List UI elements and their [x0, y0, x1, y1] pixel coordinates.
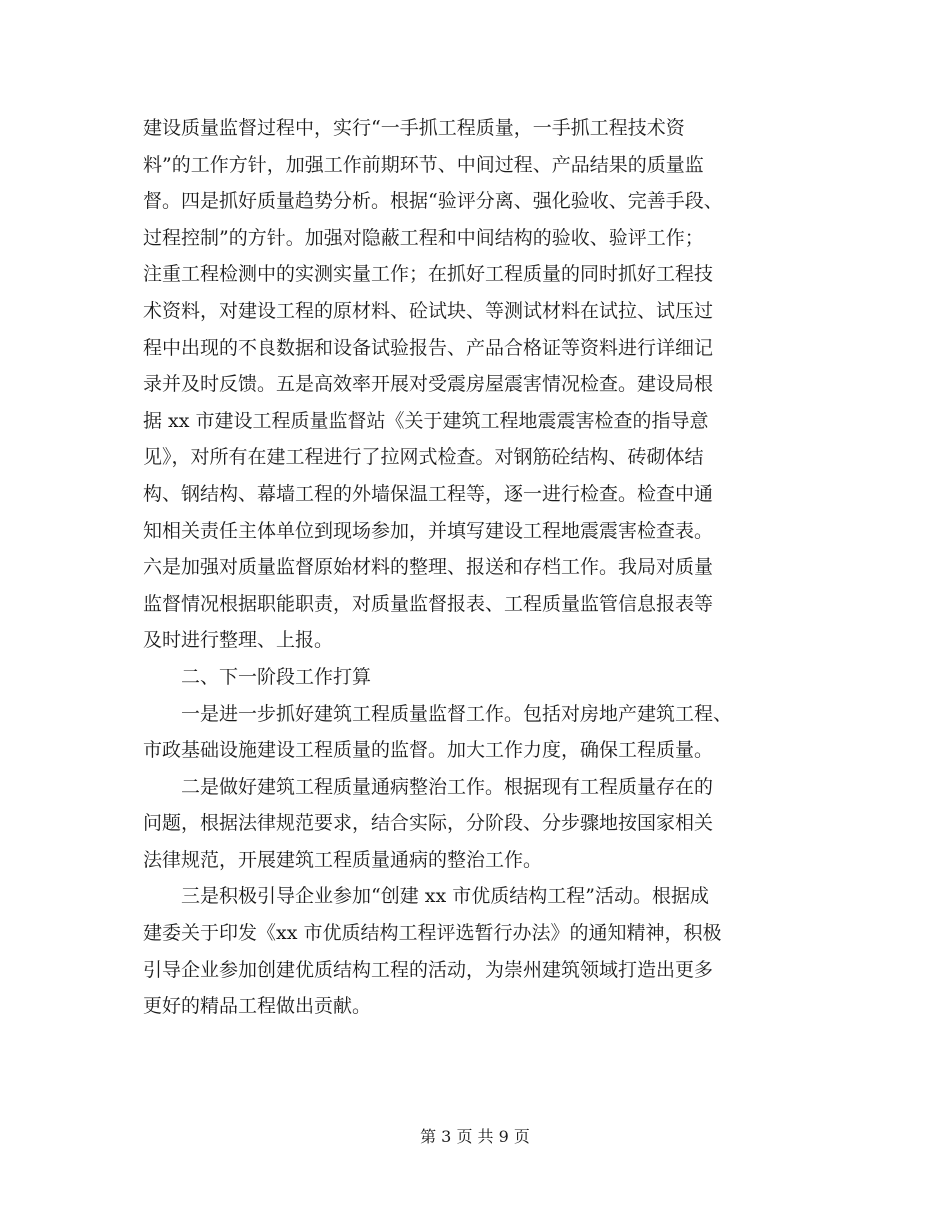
text-line: 建设质量监督过程中，实行“一手抓工程质量，一手抓工程技术资 — [143, 117, 685, 139]
paragraph-quality-supervision — [143, 110, 808, 659]
text-line: 过程控制”的方针。加强对隐蔽工程和中间结构的验收、验评工作； — [143, 226, 704, 249]
text-line: 更好的精品工程做出贡献。 — [143, 995, 372, 1018]
text-line: 引导企业参加创建优质结构工程的活动，为崇州建筑领域打造出更多 — [143, 958, 714, 981]
text-line: 程中出现的不良数据和设备试验报告、产品合格证等资料进行详细记 — [143, 336, 714, 359]
text-line: 知相关责任主体单位到现场参加，并填写建设工程地震震害检查表。 — [143, 519, 714, 542]
text-line: 监督情况根据职能职责，对质量监督报表、工程质量监管信息报表等 — [143, 592, 714, 615]
text-line: 督。四是抓好质量趋势分析。根据“验评分离、强化验收、完善手段、 — [143, 190, 723, 213]
text-line: 一是进一步抓好建筑工程质量监督工作。包括对房地产建筑工程、 — [181, 702, 733, 725]
text-line: 录并及时反馈。五是高效率开展对受震房屋震害情况检查。建设局根 — [143, 373, 714, 396]
page-number-footer: 第 3 页 共 9 页 — [420, 1127, 530, 1146]
text-line: 六是加强对质量监督原始材料的整理、报送和存档工作。我局对质量 — [143, 556, 714, 579]
text-line: 法律规范，开展建筑工程质量通病的整治工作。 — [143, 848, 543, 871]
text-line: 三是积极引导企业参加“创建 xx 市优质结构工程”活动。根据成 — [181, 885, 709, 908]
text-line: 构、钢结构、幕墙工程的外墙保温工程等，逐一进行检查。检查中通 — [143, 482, 714, 505]
text-line: 料”的工作方针，加强工作前期环节、中间过程、产品结果的质量监 — [143, 153, 704, 176]
text-line: 建委关于印发《xx 市优质结构工程评选暂行办法》的通知精神，积极 — [143, 922, 722, 945]
text-line: 问题，根据法律规范要求，结合实际，分阶段、分步骤地按国家相关 — [143, 812, 714, 835]
section-heading: 二、下一阶段工作打算 — [181, 665, 372, 688]
text-line: 二是做好建筑工程质量通病整治工作。根据现有工程质量存在的 — [181, 775, 714, 798]
text-line: 及时进行整理、上报。 — [143, 629, 334, 652]
text-line: 据 xx 市建设工程质量监督站《关于建筑工程地震震害检查的指导意 — [143, 409, 709, 432]
paragraph-point-three — [143, 878, 808, 1024]
paragraph-point-two — [143, 769, 808, 879]
paragraph-point-one — [143, 696, 808, 769]
text-line: 注重工程检测中的实测实量工作；在抓好工程质量的同时抓好工程技 — [143, 263, 714, 286]
text-line: 术资料，对建设工程的原材料、砼试块、等测试材料在试拉、试压过 — [143, 299, 714, 322]
text-line: 市政基础设施建设工程质量的监督。加大工作力度，确保工程质量。 — [143, 739, 714, 762]
document-body — [143, 110, 808, 1025]
text-line: 见》，对所有在建工程进行了拉网式检查。对钢筋砼结构、砖砌体结 — [143, 446, 704, 469]
